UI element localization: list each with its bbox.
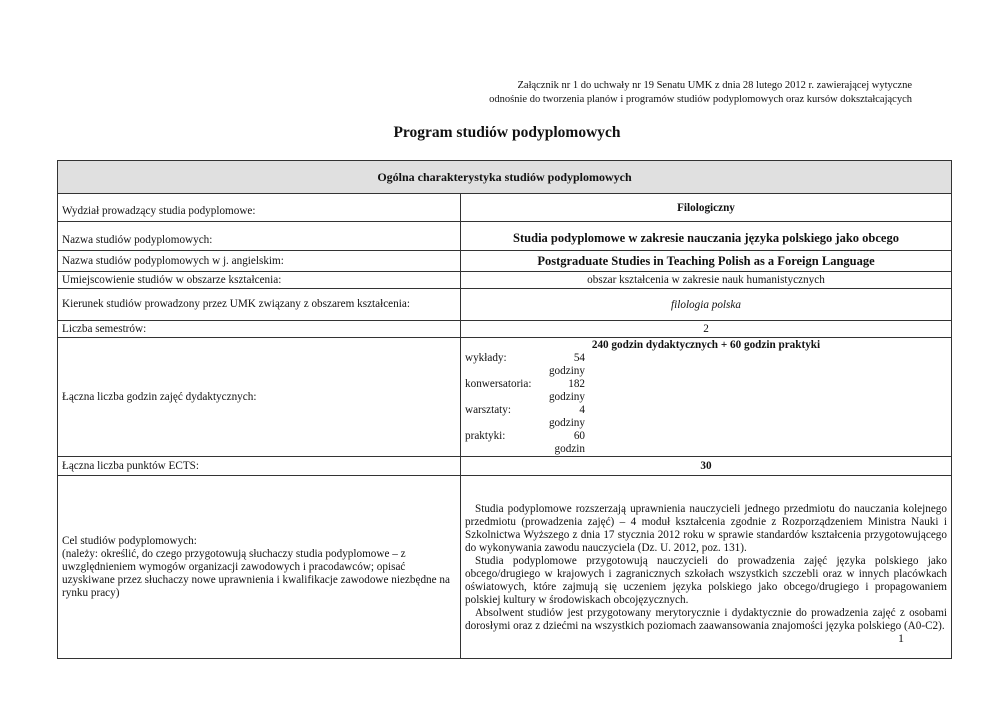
goal-text [461,476,952,659]
page-number: 1 [898,631,904,645]
hours-total: 240 godzin dydaktycznych + 60 godzin praktyki [591,339,821,351]
hours-label: Łączna liczba godzin zajęć dydaktycznych: [58,338,461,457]
hours-item-value: 60 godzin [554,430,585,455]
goal-paragraph: Studia podyplomowe rozszerzają uprawnienia nauczycieli jednego przedmiotu do nauczania kolejnego przedmiotu (prowadzenia zajęć) – 4 moduł kształcenia zgodnie z Rozporządzeniem Ministra Nauki i Szkolnictwa Wyższego z dnia 17 stycznia 2012 roku w sprawie standardów kształcenia przygotowującego do wykonywania zawodu nauczyciela (Dz. U. 2012, poz. 131). [465,502,947,554]
goal-paragraph: Studia podyplomowe przygotowują nauczycieli do prowadzenia zajęć języka polskiego jako obcego/drugiego w krajowych i zagranicznych szkołach wszystkich szczebli oraz w innych placówkach oświatowych, które zajmują się uczeniem języka polskiego jako obcego/drugiego i propagowaniem polskiej kultury w środowiskach obcojęzycznych. [465,554,947,606]
hours-item-name: warsztaty: [465,404,511,416]
field-value: filologia polska [461,289,952,321]
hours-item-value: 4 godziny [548,404,585,429]
semesters-value: 2 [461,321,952,338]
program-name-value: Studia podyplomowe w zakresie nauczania języka polskiego jako obcego [461,222,952,251]
hours-item-value: 182 godziny [548,378,585,403]
hours-row-workshops [465,404,947,430]
hours-item-name: praktyki: [465,430,506,442]
attachment-note-line-1: Załącznik nr 1 do uchwały nr 19 Senatu UMK z dnia 28 lutego 2012 r. zawierającej wytyczne [517,80,912,91]
hours-item-name: konwersatoria: [465,378,532,390]
faculty-value: Filologiczny [461,194,952,222]
program-name-label: Nazwa studiów podyplomowych: [58,222,461,251]
ects-value: 30 [461,457,952,476]
program-name-en-value: Postgraduate Studies in Teaching Polish as a Foreign Language [461,251,952,272]
hours-cell [461,338,952,457]
ects-label: Łączna liczba punktów ECTS: [58,457,461,476]
faculty-label: Wydział prowadzący studia podyplomowe: [58,194,461,222]
area-label: Umiejscowienie studiów w obszarze kształcenia: [58,272,461,289]
program-name-en-label: Nazwa studiów podyplomowych w j. angielskim: [58,251,461,272]
attachment-note-line-2: odnośnie do tworzenia planów i programów studiów podyplomowych oraz kursów dokształcających [489,94,912,105]
hours-item-name: wykłady: [465,352,507,364]
table-heading: Ogólna charakterystyka studiów podyplomowych [58,161,952,194]
program-table [57,160,952,659]
hours-row-lectures [465,352,947,378]
hours-row-conversations [465,378,947,404]
hours-item-value: 54 godziny [548,352,585,377]
area-value: obszar kształcenia w zakresie nauk humanistycznych [461,272,952,289]
semesters-label: Liczba semestrów: [58,321,461,338]
hours-row-practice [465,430,947,456]
attachment-note [300,79,912,107]
goal-paragraph: Absolwent studiów jest przygotowany merytorycznie i dydaktycznie do prowadzenia zajęć z osobami dorosłymi oraz z dziećmi na wszystkich poziomach zaawansowania znajomości języka polskiego (A0-C2). [465,606,947,632]
goal-label: Cel studiów podyplomowych: (należy: określić, do czego przygotowują słuchaczy studia podyplomowe – z uwzględnieniem wymogów organizacji zawodowych i pracodawców; opisać uzyskiwane przez słuchaczy nowe uprawnienia i kwalifikacje zawodowe niezbędne na rynku pracy) [58,476,461,659]
document-title: Program studiów podyplomowych [393,124,621,141]
field-label: Kierunek studiów prowadzony przez UMK związany z obszarem kształcenia: [58,289,461,321]
